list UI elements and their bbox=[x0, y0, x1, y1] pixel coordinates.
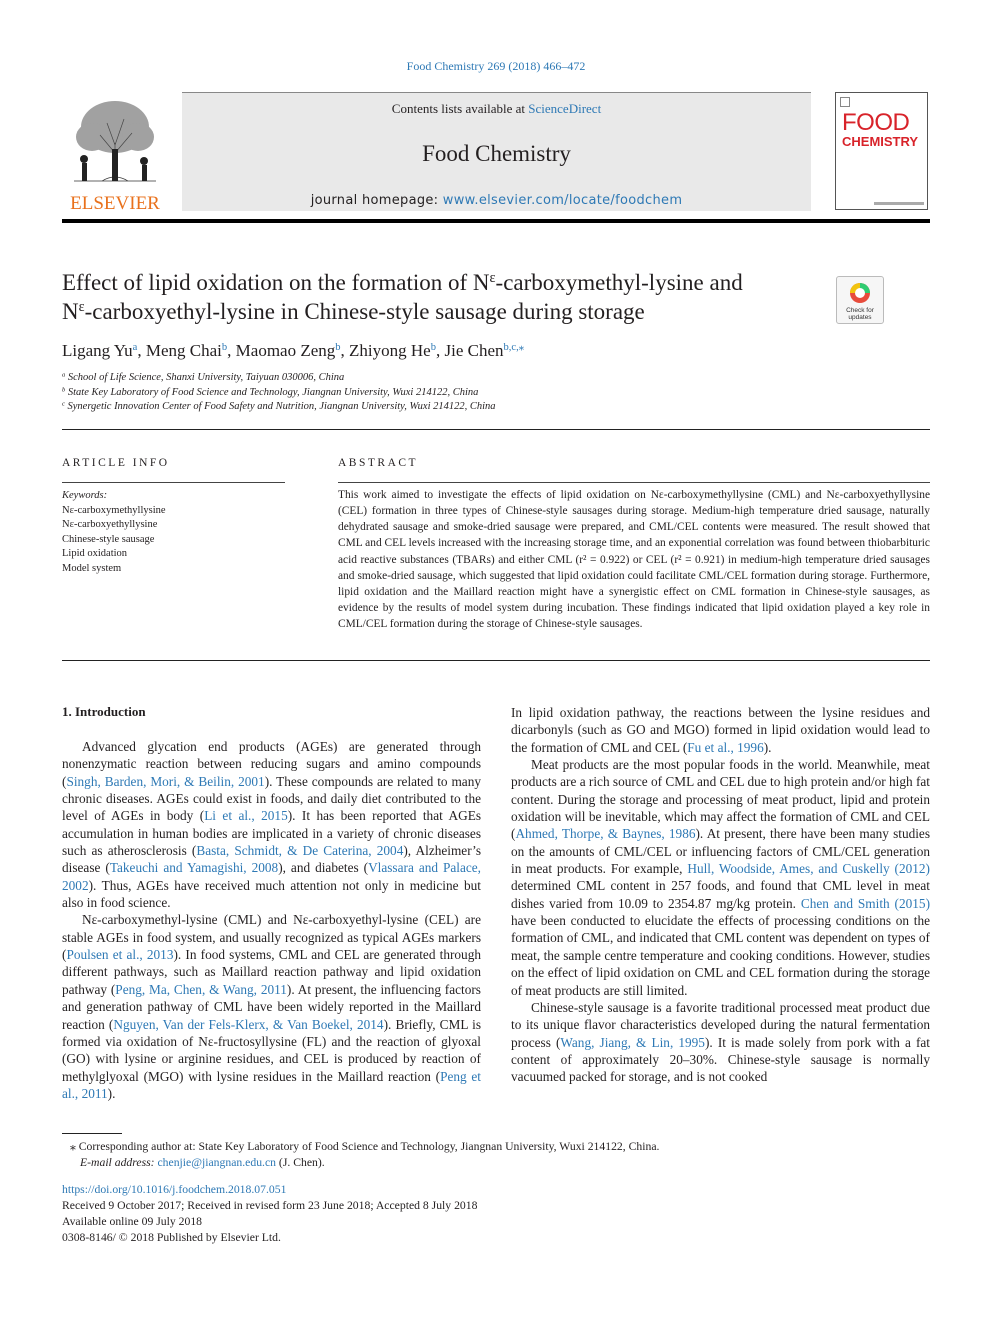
keyword: Chinese-style sausage bbox=[62, 533, 155, 545]
email-link[interactable]: chenjie@jiangnan.edu.cn bbox=[157, 1156, 276, 1169]
doi-link[interactable]: https://doi.org/10.1016/j.foodchem.2018.07.051 bbox=[62, 1183, 287, 1196]
citation-link[interactable]: Takeuchi and Yamagishi, 2008 bbox=[109, 860, 279, 876]
keyword: Model system bbox=[62, 562, 122, 574]
body-column-right bbox=[511, 704, 930, 1086]
citation-link[interactable]: Ahmed, Thorpe, & Baynes, 1986 bbox=[515, 826, 696, 842]
affiliation-c: $^c$ Synergetic Innovation Center of Food Safety and Nutrition, Jiangnan University, Wuxi 214122, China bbox=[62, 400, 496, 412]
footnote-rule bbox=[62, 1133, 122, 1134]
abstract-heading: ABSTRACT bbox=[338, 457, 419, 469]
sciencedirect-link[interactable]: ScienceDirect bbox=[528, 101, 602, 116]
divider bbox=[62, 660, 930, 661]
paragraph: Nε-carboxymethyl-lysine (CML) and Nε-carboxyethyl-lysine (CEL) are stable AGEs in food system, and usually recognized as typical AGEs markers (Poulsen et al., 2013). In food systems, CML and CEL are generated through different pathways, such as Maillard reaction pathway and lipid oxidation pathway (Peng, Ma, Chen, & Wang, 2011). At present, the influencing factors and generation pathway of CML have been widely reported in the Maillard reaction (Nguyen, Van der Fels-Klerx, & Van Boekel, 2014). Briefly, CML is formed via oxidation of Nε-fructosyllysine (FL) and the reaction of glyoxal (GO) with lysine or arginine residues, and CEL is produced by reaction of methylglyoxal (MGO) with lysine residues in the Maillard reaction (Peng et al., 2011). bbox=[62, 912, 482, 1101]
homepage-label: journal homepage: bbox=[310, 193, 443, 208]
copyright: 0308-8146/ © 2018 Published by Elsevier Ltd. bbox=[62, 1231, 281, 1244]
citation-link[interactable]: Chen and Smith (2015) bbox=[800, 895, 930, 911]
affiliation-a: $^a$ School of Life Science, Shanxi University, Taiyuan 030006, China bbox=[62, 371, 345, 383]
contents-prefix: Contents lists available at bbox=[391, 101, 529, 116]
citation-link[interactable]: Vlassara and Palace, 2002 bbox=[62, 860, 482, 893]
homepage-link[interactable]: www.elsevier.com/locate/foodchem bbox=[442, 193, 683, 208]
online-date: Available online 09 July 2018 bbox=[62, 1215, 203, 1228]
body-column-left bbox=[62, 738, 481, 1102]
cover-ornament-icon bbox=[840, 97, 850, 107]
article-footer bbox=[62, 1182, 762, 1246]
author-affiliation-marker[interactable]: a bbox=[132, 342, 138, 354]
citation-link[interactable]: Peng, Ma, Chen, & Wang, 2011 bbox=[115, 981, 287, 997]
paragraph: Meat products are the most popular foods in the world. Meanwhile, meat products are a rich source of CML and CEL due to high protein and/or high fat content. During the storage and processing of meat product, lipid and protein oxidation will be inevitable, which may affect the formation of CML and CEL (Ahmed, Thorpe, & Baynes, 1986). At present, there have been many studies on the amounts of CML/CEL or influencing factors of CML/CEL generation in meat products. For example, Hull, Woodside, Ames, and Cuskelly (2012) determined CML content in 257 foods, and found that CML level in meat dishes varied from 10.09 to 2354.87 mg/kg protein. Chen and Smith (2015) have been conducted to elucidate the effects of processing conditions on the formation of CML, and indicated that CML content was dependent on types of meat, the sample centre temperature and cooking conditions. However, studies on the effect of lipid oxidation on CML and CEL formation during the storage of meat products are still limited. bbox=[511, 757, 931, 998]
cover-title-food: FOOD bbox=[842, 109, 910, 136]
check-updates-icon bbox=[837, 277, 883, 323]
section-heading-introduction: 1. Introduction bbox=[62, 704, 146, 719]
citation-link[interactable]: Food Chemistry 269 (2018) 466–472 bbox=[406, 59, 586, 73]
journal-homepage bbox=[182, 193, 811, 208]
article-title: Effect of lipid oxidation on the formation of $N^\varepsilon-carboxymethyl$-lysine and $N^\varepsilon-carboxyethyl$-lysine in Chinese-style sausage during storage bbox=[62, 270, 743, 324]
citation-link[interactable]: Nguyen, Van der Fels-Klerx, & Van Boekel, 2014 bbox=[113, 1016, 384, 1032]
received-dates: Received 9 October 2017; Received in revised form 23 June 2018; Accepted 8 July 2018 bbox=[62, 1199, 478, 1212]
elsevier-logo[interactable] bbox=[62, 93, 168, 215]
abstract-text: This work aimed to investigate the effects of lipid oxidation on Nε-carboxymethyllysine (CML) and Nε-carboxyethyllysine (CEL) formation in three types of Chinese-style sausages during storage. Medium-high temperature dried sausage, naturally dehydrated sausage and smoke-dried sausage were prepared, and CML/CEL contents were measured. The result showed that CML and CEL levels increased with the increasing storage time, and an exponential correlation was found between thiobarbituric acid reactive substances (TBARs) and either CML (r² = 0.922) or CEL (r² = 0.921) in medium-high temperature dried sausages and smoke-dried sausage, which suggested that lipid oxidation could facilitate CML/CEL formation during storage. Furthermore, lipid oxidation and the Maillard reaction might have a synergistic effect on CML formation in Chinese-style sausages, as evidence by the results of model system during incubation. These findings indicated that lipid oxidation played a key role in CML/CEL formation during the storage of Chinese-style sausages. bbox=[338, 489, 930, 631]
divider bbox=[338, 482, 930, 483]
citation-link[interactable]: Fu et al., 1996 bbox=[687, 739, 764, 755]
footnote: ⁎ Corresponding author at: State Key Laboratory of Food Science and Technology, Jiangnan University, Wuxi 214122, China. E-mail address: chenjie@jiangnan.edu.cn (J. Chen). bbox=[70, 1140, 660, 1169]
check-updates-label: updates bbox=[848, 314, 872, 321]
contents-line bbox=[182, 101, 811, 117]
header-rule bbox=[62, 219, 930, 223]
paragraph: In lipid oxidation pathway, the reactions between the lysine residues and dicarbonyls (such as GO and MGO) formed in lipid oxidation would lead to the formation of CML and CEL (Fu et al., 1996). bbox=[511, 705, 930, 755]
citation-link[interactable]: Hull, Woodside, Ames, and Cuskelly (2012) bbox=[687, 861, 930, 877]
divider bbox=[62, 429, 930, 430]
paragraph: Advanced glycation end products (AGEs) are generated through nonenzymatic reaction between reducing sugars and amino compounds (Singh, Barden, Mori, & Beilin, 2001). These compounds are related to many chronic diseases. AGEs could exist in foods, and daily diet contributed to the level of AGEs in body (Li et al., 2015). It has been reported that AGEs accumulation in human bodies are implicated in a variety of chronic diseases such as atherosclerosis (Basta, Schmidt, & De Caterina, 2004), Alzheimer’s disease (Takeuchi and Yamagishi, 2008), and diabetes (Vlassara and Palace, 2002). Thus, AGEs have received much attention not only in medicine but also in food science. bbox=[62, 739, 482, 911]
keyword: Lipid oxidation bbox=[62, 548, 128, 559]
author-affiliation-marker[interactable]: b bbox=[430, 342, 436, 354]
citation-link[interactable]: Singh, Barden, Mori, & Beilin, 2001 bbox=[66, 773, 265, 789]
keywords-label: Keywords: bbox=[62, 490, 108, 501]
affiliation-b: $^b$ State Key Laboratory of Food Science and Technology, Jiangnan University, Wuxi 214122, China bbox=[62, 386, 479, 398]
journal-citation[interactable] bbox=[0, 59, 992, 74]
cover-title-chemistry: CHEMISTRY bbox=[842, 134, 919, 149]
divider bbox=[62, 482, 285, 483]
author-list: Ligang Yu$^a$, Meng Chai$^b$, Maomao Zeng$^b$, Zhiyong He$^b$, Jie Chen$^{b,c,⁎}$ bbox=[62, 341, 524, 360]
author-affiliation-marker[interactable]: b bbox=[221, 342, 228, 354]
author-name[interactable]: Zhiyong He bbox=[349, 341, 431, 360]
author-affiliation-marker[interactable]: b,c,⁎ bbox=[503, 342, 524, 354]
author-name[interactable]: Maomao Zeng bbox=[235, 341, 336, 360]
citation-link[interactable]: Peng et al., 2011 bbox=[62, 1068, 482, 1101]
check-updates-label: Check for bbox=[846, 307, 874, 314]
citation-link[interactable]: Li et al., 2015 bbox=[204, 808, 288, 824]
citation-link[interactable]: Poulsen et al., 2013 bbox=[66, 947, 174, 963]
author-name[interactable]: Ligang Yu bbox=[62, 341, 133, 360]
author-name[interactable]: Jie Chen bbox=[444, 341, 504, 360]
citation-link[interactable]: Basta, Schmidt, & De Caterina, 2004 bbox=[196, 843, 404, 859]
keyword: Nε-carboxymethyllysine bbox=[62, 504, 166, 516]
cover-bar bbox=[874, 202, 924, 205]
journal-cover[interactable] bbox=[835, 92, 928, 210]
keyword: Nε-carboxyethyllysine bbox=[62, 519, 158, 530]
author-name[interactable]: Meng Chai bbox=[145, 341, 222, 360]
citation-link[interactable]: Wang, Jiang, & Lin, 1995 bbox=[560, 1034, 705, 1050]
article-info-heading: ARTICLE INFO bbox=[62, 457, 170, 469]
journal-title: Food Chemistry bbox=[422, 141, 571, 166]
elsevier-wordmark: ELSEVIER bbox=[70, 193, 160, 214]
check-for-updates-button[interactable] bbox=[836, 276, 884, 324]
keywords-list bbox=[62, 489, 285, 576]
elsevier-tree-icon bbox=[62, 93, 168, 215]
author-affiliation-marker[interactable]: b bbox=[335, 342, 341, 354]
paragraph: Chinese-style sausage is a favorite traditional processed meat product due to its unique flavor characteristics developed during the natural fermentation process (Wang, Jiang, & Lin, 1995). It is made solely from pork with a fat content of approximately 20–30%. Chinese-style sausage is normally vacuumed packed for storage, and is not cooked bbox=[511, 999, 930, 1085]
